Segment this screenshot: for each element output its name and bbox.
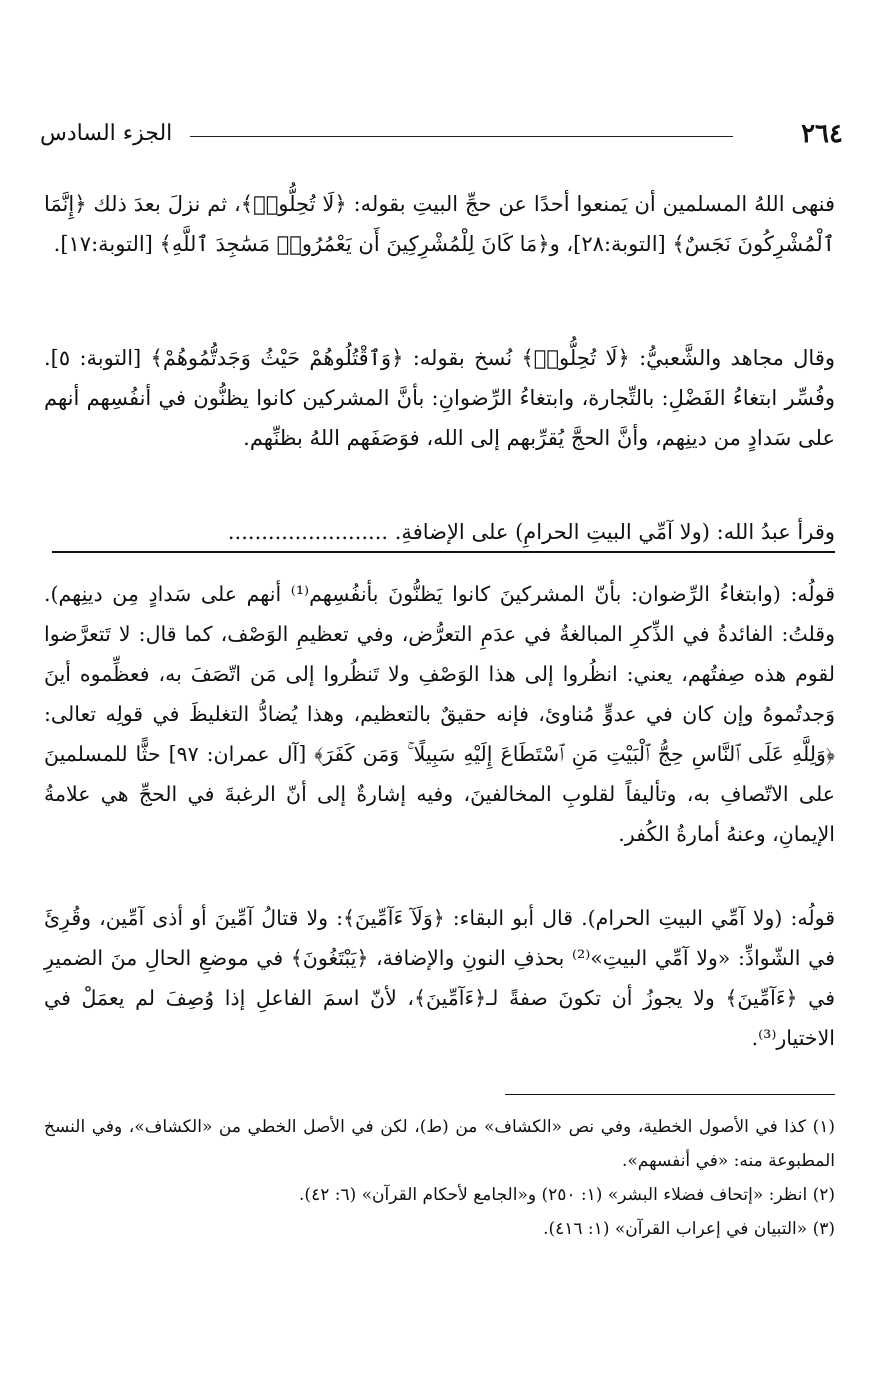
header-rule	[190, 136, 733, 137]
main-text-block-1	[44, 184, 835, 264]
commentary-block-2	[44, 898, 835, 1058]
footnote: (٢) انظر: «إتحاف فضلاء البشر» (١: ٢٥٠) و«الجامع لأحكام القرآن» (٦: ٤٢).	[299, 1185, 835, 1205]
section-divider	[52, 551, 835, 553]
main-paragraph: وقال مجاهد والشَّعبيُّ: ﴿لَا تُحِلُّوا۟﴾ نُسخ بقوله: ﴿وَٱقْتُلُوهُمْ حَيْثُ وَجَدتُّمُوهُمْ﴾ [التوبة: ٥]. وفُسِّر ابتغاءُ الفَضْلِ: بالتِّجارة، وابتغاءُ الرِّضوانِ: بأنَّ المشركين كانوا يظنُّون في أنفُسِهم أنهم على سَدادٍ من دينِهم، وأنَّ الحجَّ يُقرِّبهم إلى الله، فوَصَفَهم اللهُ بظنِّهم.	[44, 346, 835, 450]
page-header	[40, 118, 843, 158]
footnote-divider	[505, 1094, 835, 1095]
page-number: ٢٦٤	[801, 119, 843, 149]
footnote: (١) كذا في الأصول الخطية، وفي نص «الكشاف» من (ط)، لكن في الأصل الخطي من «الكشاف»، وفي النسخ المطبوعة منه: «في أنفسهم».	[44, 1117, 835, 1171]
main-text-block-2	[44, 338, 835, 458]
running-head: الجزء السادس	[40, 121, 173, 146]
main-paragraph: فنهى اللهُ المسلمين أن يَمنعوا أحدًا عن حجِّ البيتِ بقوله: ﴿لَا تُحِلُّوا۟﴾، ثم نزلَ بعدَ ذلك ﴿إِنَّمَا ٱلْمُشْرِكُونَ نَجَسٌ﴾ [التوبة:٢٨]، و﴿مَا كَانَ لِلْمُشْرِكِينَ أَن يَعْمُرُوا۟ مَسَٰجِدَ ٱللَّهِ﴾ [التوبة:١٧].	[44, 192, 835, 256]
commentary-block-1	[44, 574, 835, 854]
commentary-paragraph: قولُه: (وابتغاءُ الرِّضوان: بأنّ المشركينَ كانوا يَظنُّونَ بأنفُسِهم⁽¹⁾ أنهم على سَدادٍ مِن دينِهم). وقلتُ: الفائدةُ في الذِّكرِ المبالغةُ في عدَمِ التعرُّض، وفي تعظيمِ الوَصْف، كما قال: لا تَتعرَّضوا لقوم هذه صِفتُهم، يعني: انظُروا إلى هذا الوَصْفِ ولا تَنظُروا إلى مَن اتّصَفَ به، فعظِّموه أينَ وَجدتُموهُ وإن كان في عدوٍّ مُناوئ، فإنه حقيقٌ بالتعظيم، وهذا يُضادُّ التغليظَ في قولِه تعالى: ﴿وَلِلَّهِ عَلَى ٱلنَّاسِ حِجُّ ٱلْبَيْتِ مَنِ ٱسْتَطَاعَ إِلَيْهِ سَبِيلًا ۚ وَمَن كَفَرَ﴾ [آل عمران: ٩٧] حثًّا للمسلمينَ على الاتّصافِ به، وتأليفاً لقلوبِ المخالفينَ، وفيه إشارةٌ إلى أنّ الرغبةَ في الحجِّ هي علامةُ الإيمانِ، وعنهُ أمارةُ الكُفر.	[44, 582, 835, 846]
commentary-paragraph: قولُه: (ولا آمِّي البيتِ الحرام). قال أبو البقاء: ﴿وَلَآ ءَآمِّينَ﴾: ولا قتالُ آمِّينَ أو أذى آمِّين، وقُرِئَ في الشّواذِّ: «ولا آمِّي البيتِ»⁽²⁾ بحذفِ النونِ والإضافة، ﴿يَبْتَغُونَ﴾ في موضعِ الحالِ منَ الضميرِ في ﴿ءَآمِّينَ﴾ ولا يجوزُ أن تكونَ صفةً لـ﴿ءَآمِّينَ﴾، لأنّ اسمَ الفاعلِ إذا وُصِفَ لم يعمَلْ في الاختيار⁽³⁾.	[44, 906, 835, 1050]
main-text-block-3	[44, 512, 835, 552]
footnotes	[44, 1110, 835, 1246]
footnote: (٣) «التبيان في إعراب القرآن» (١: ٤١٦).	[543, 1219, 835, 1239]
main-paragraph: وقرأ عبدُ الله: (ولا آمِّي البيتِ الحرامِ) على الإضافةِ. ........................	[227, 520, 835, 544]
